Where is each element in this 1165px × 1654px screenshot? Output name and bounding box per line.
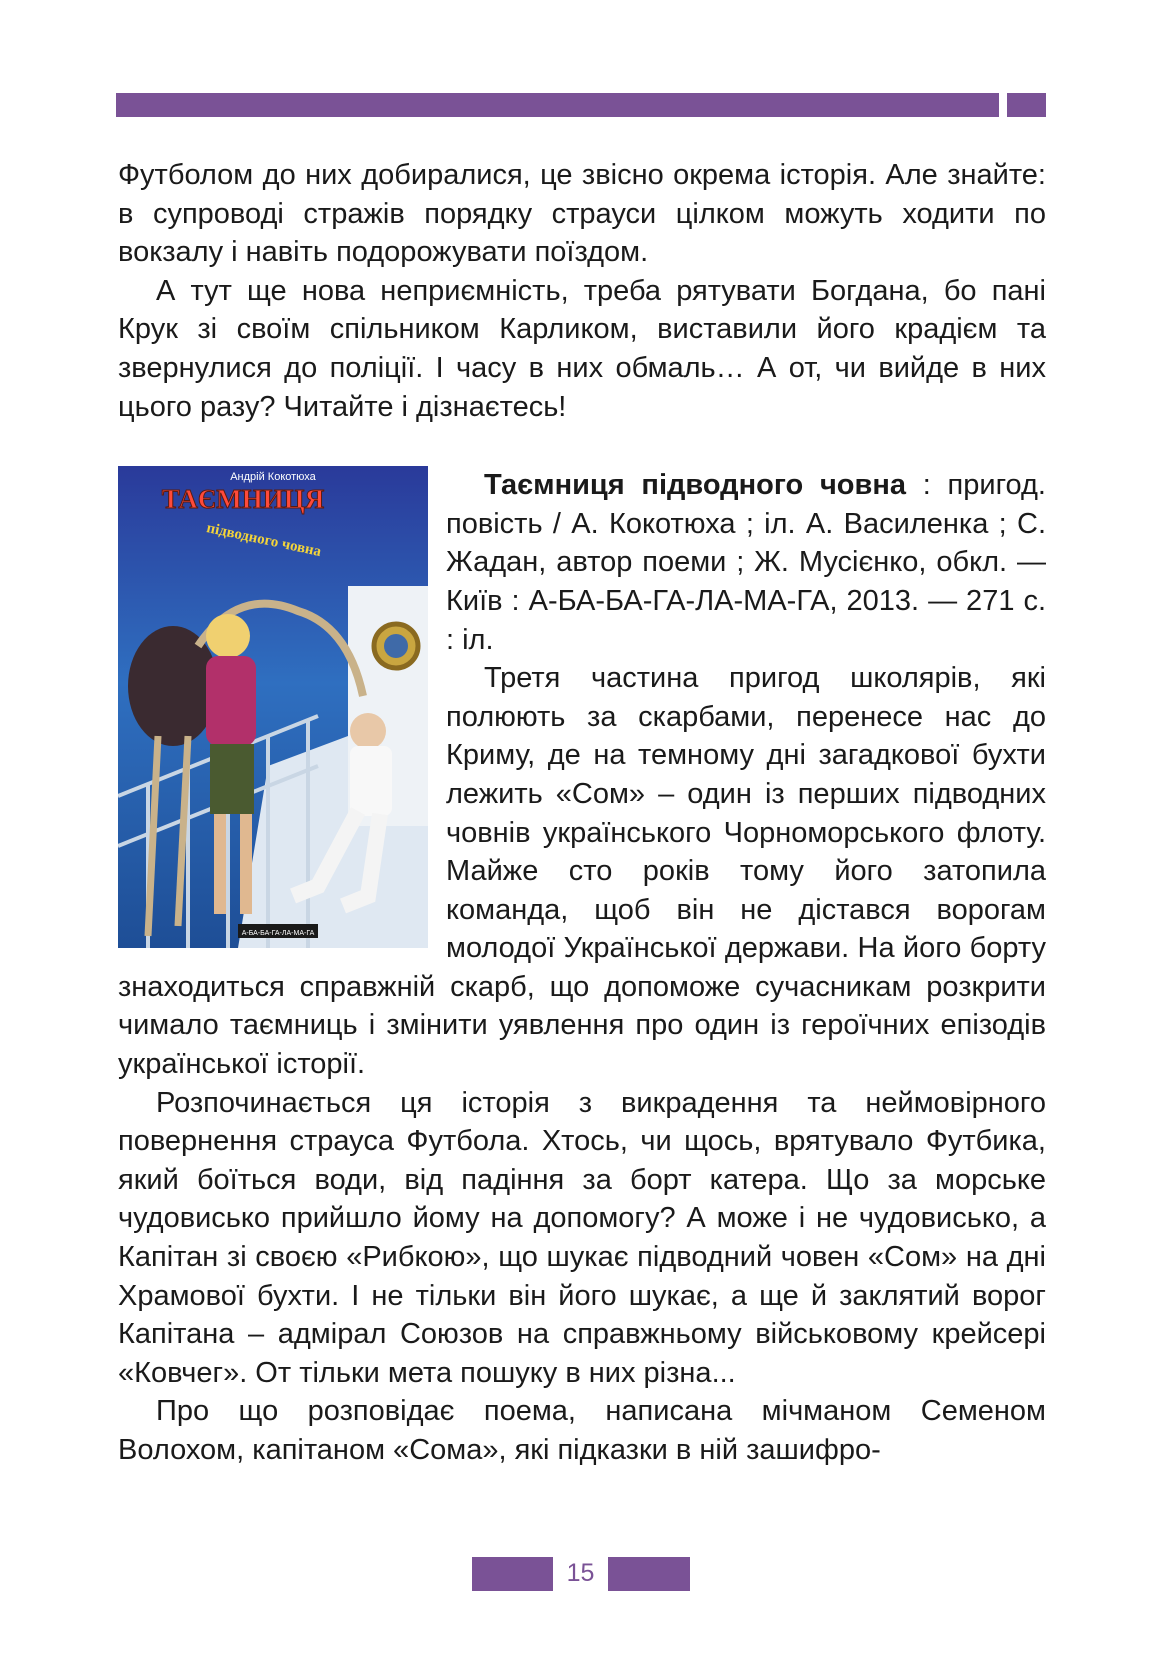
cover-subtitle: підводного човна: [205, 520, 323, 561]
footer-bar-left: [472, 1557, 553, 1591]
book-description: Третя частина пригод школярів, які полюють за скарбами, перенесе нас до Криму, де на темному дні загадкової бухти лежить «Сом» – один із перших підводних човнів українського Чорноморського флоту. Майже сто років тому його затопила команда, щоб він не дістався ворогам молодої Української держави. На його борту знаходиться справжній скарб, що допоможе сучасникам розкрити чимало таємниць і змінити уявлення про один із героїчних епізодів української історії.: [118, 662, 1046, 1081]
page-number: 15: [566, 1559, 595, 1587]
cover-publisher: А-БА-БА-ГА-ЛА-МА-ГА: [241, 930, 315, 938]
intro-paragraph-2: А тут ще нова неприємність, треба рятувати Богдана, бо пані Крук зі своїм спільником Карликом, виставили його крадієм та звернулися до поліції. І часу в них обмаль… А от, чи вийде в них цього разу? Читайте і дізнаєтесь!: [118, 274, 1046, 423]
cover-title: ТАЄМНИЦЯ: [161, 484, 325, 515]
body-paragraph-2: Про що розповідає поема, написана мічманом Семеном Волохом, капітаном «Сома», які підказки в ній зашифро-: [118, 1395, 1046, 1466]
header-bar-accent: [1007, 93, 1046, 117]
body-paragraph-1: Розпочинається ця історія з викрадення та неймовірного повернення страуса Футбола. Хтось, чи щось, врятувало Футбика, який боїться води, від падіння за борт катера. Що за морське чудовисько прийшло йому на допомогу? А може і не чудовисько, а Капітан зі своєю «Рибкою», що шукає підводний човен «Сом» на дні Храмової бухти. І не тільки він його шукає, а ще й заклятий ворог Капітана – адмірал Союзов на справжньому військовому крейсері «Ковчег». От тільки мета пошуку в них різна...: [118, 1086, 1046, 1389]
book-cover-image: [118, 466, 428, 948]
footer-bar-right: [608, 1557, 690, 1591]
intro-paragraph-1: Футболом до них добиралися, це звісно окрема історія. Але знайте: в супроводі стражів порядку страуси цілком можуть ходити по вокзалу і навіть подорожувати поїздом.: [118, 159, 1046, 269]
book-citation-details: : пригод. повість / А. Кокотюха ; іл. А. Василенка ; С. Жадан, автор поеми ; Ж. Мусієнко, обкл. — Київ : А-БА-БА-ГА-ЛА-МА-ГА, 2013. — 271 с. : іл.: [446, 469, 1046, 656]
header-bar: [116, 93, 999, 117]
book-title: Таємниця підводного човна: [484, 469, 906, 502]
page-footer: [472, 1557, 690, 1591]
page-text: [118, 156, 1046, 1470]
cover-author: Андрій Кокотюха: [230, 471, 316, 484]
